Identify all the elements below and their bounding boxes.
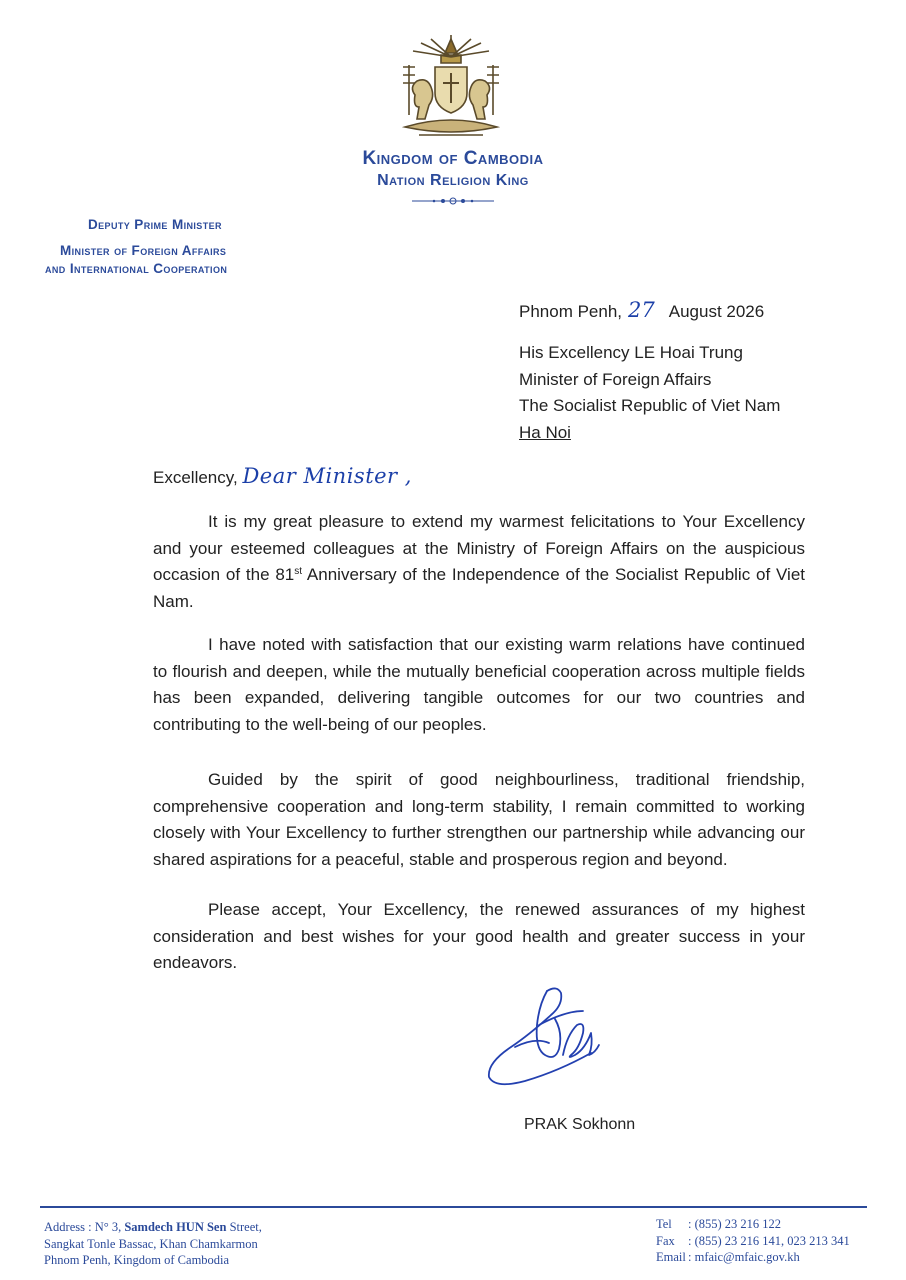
date-place: Phnom Penh, [519, 302, 623, 321]
fax-value: : (855) 23 216 141, 023 213 341 [688, 1233, 850, 1248]
address-street-suffix: Street, [226, 1220, 262, 1234]
sender-title: Deputy Prime Minister [88, 217, 222, 232]
body-paragraph-1 [153, 509, 805, 616]
body-paragraph-4 [153, 897, 805, 977]
paragraph-1-text-end: Anniversary of the Independence of the Socialist Republic of Viet Nam. [153, 565, 806, 612]
address-line-2: Sangkat Tonle Bassac, Khan Chamkarmon [44, 1236, 258, 1251]
ornament-divider-icon [410, 196, 496, 206]
footer-address [44, 1219, 262, 1269]
address-line-3: Phnom Penh, Kingdom of Cambodia [44, 1253, 230, 1267]
date-month-year: August 2026 [668, 302, 765, 321]
royal-coat-of-arms-icon [395, 35, 507, 143]
paragraph-2-text: I have noted with satisfaction that our existing warm relations have continued to flourish and deepen, while the mutually beneficial cooperation across multiple fields has been expanded, delivering tangible outcomes for our two countries and contributing to the well-being of our peoples. [153, 635, 805, 735]
recipient-block [519, 340, 780, 446]
tel-value: : (855) 23 216 122 [688, 1217, 782, 1231]
salutation [153, 464, 412, 488]
recipient-name: His Excellency LE Hoai Trung [519, 343, 743, 362]
footer-divider [40, 1206, 867, 1208]
handwritten-signature-icon [485, 985, 620, 1090]
fax-label: Fax [656, 1233, 675, 1248]
address-street-name: Samdech HUN Sen [124, 1220, 227, 1234]
footer-contacts [656, 1216, 850, 1266]
recipient-country: The Socialist Republic of Viet Nam [519, 396, 781, 415]
paragraph-4-text: Please accept, Your Excellency, the renewed assurances of my highest consideration and best wishes for your good health and greater success in your endeavors. [153, 900, 805, 973]
salutation-handwritten: Dear Minister , [242, 464, 412, 488]
recipient-city: Ha Noi [519, 422, 571, 442]
email-label: Email [656, 1250, 686, 1264]
recipient-position: Minister of Foreign Affairs [519, 369, 712, 389]
ordinal-suffix: st [294, 566, 303, 578]
date-day-handwritten: 27 [628, 298, 655, 322]
tel-label: Tel [656, 1217, 672, 1231]
signatory-name: PRAK Sokhonn [524, 1116, 636, 1133]
salutation-printed: Excellency, [153, 468, 238, 487]
letter-date [519, 298, 764, 322]
address-label: Address : N° 3, [44, 1220, 125, 1234]
country-heading: Kingdom of Cambodia [362, 148, 544, 169]
national-motto: Nation Religion King [377, 172, 529, 189]
body-paragraph-3 [153, 767, 805, 874]
body-paragraph-2 [153, 632, 805, 739]
sender-ministry-line1: Minister of Foreign Affairs [60, 243, 227, 258]
paragraph-3-text: Guided by the spirit of good neighbourliness, traditional friendship, comprehensive cooperation and long-term stability, I remain committed to working closely with Your Excellency to further strengthen our partnership while advancing our shared aspirations for a peaceful, stable and prosperous region and beyond. [153, 770, 805, 870]
paragraph-1-text: It is my great pleasure to extend my warmest felicitations to Your Excellency and your esteemed colleagues at the Ministry of Foreign Affairs on the auspicious occasion of the 81 [153, 512, 805, 585]
email-value: : mfaic@mfaic.gov.kh [688, 1250, 800, 1264]
sender-ministry-line2: and International Cooperation [45, 261, 228, 276]
